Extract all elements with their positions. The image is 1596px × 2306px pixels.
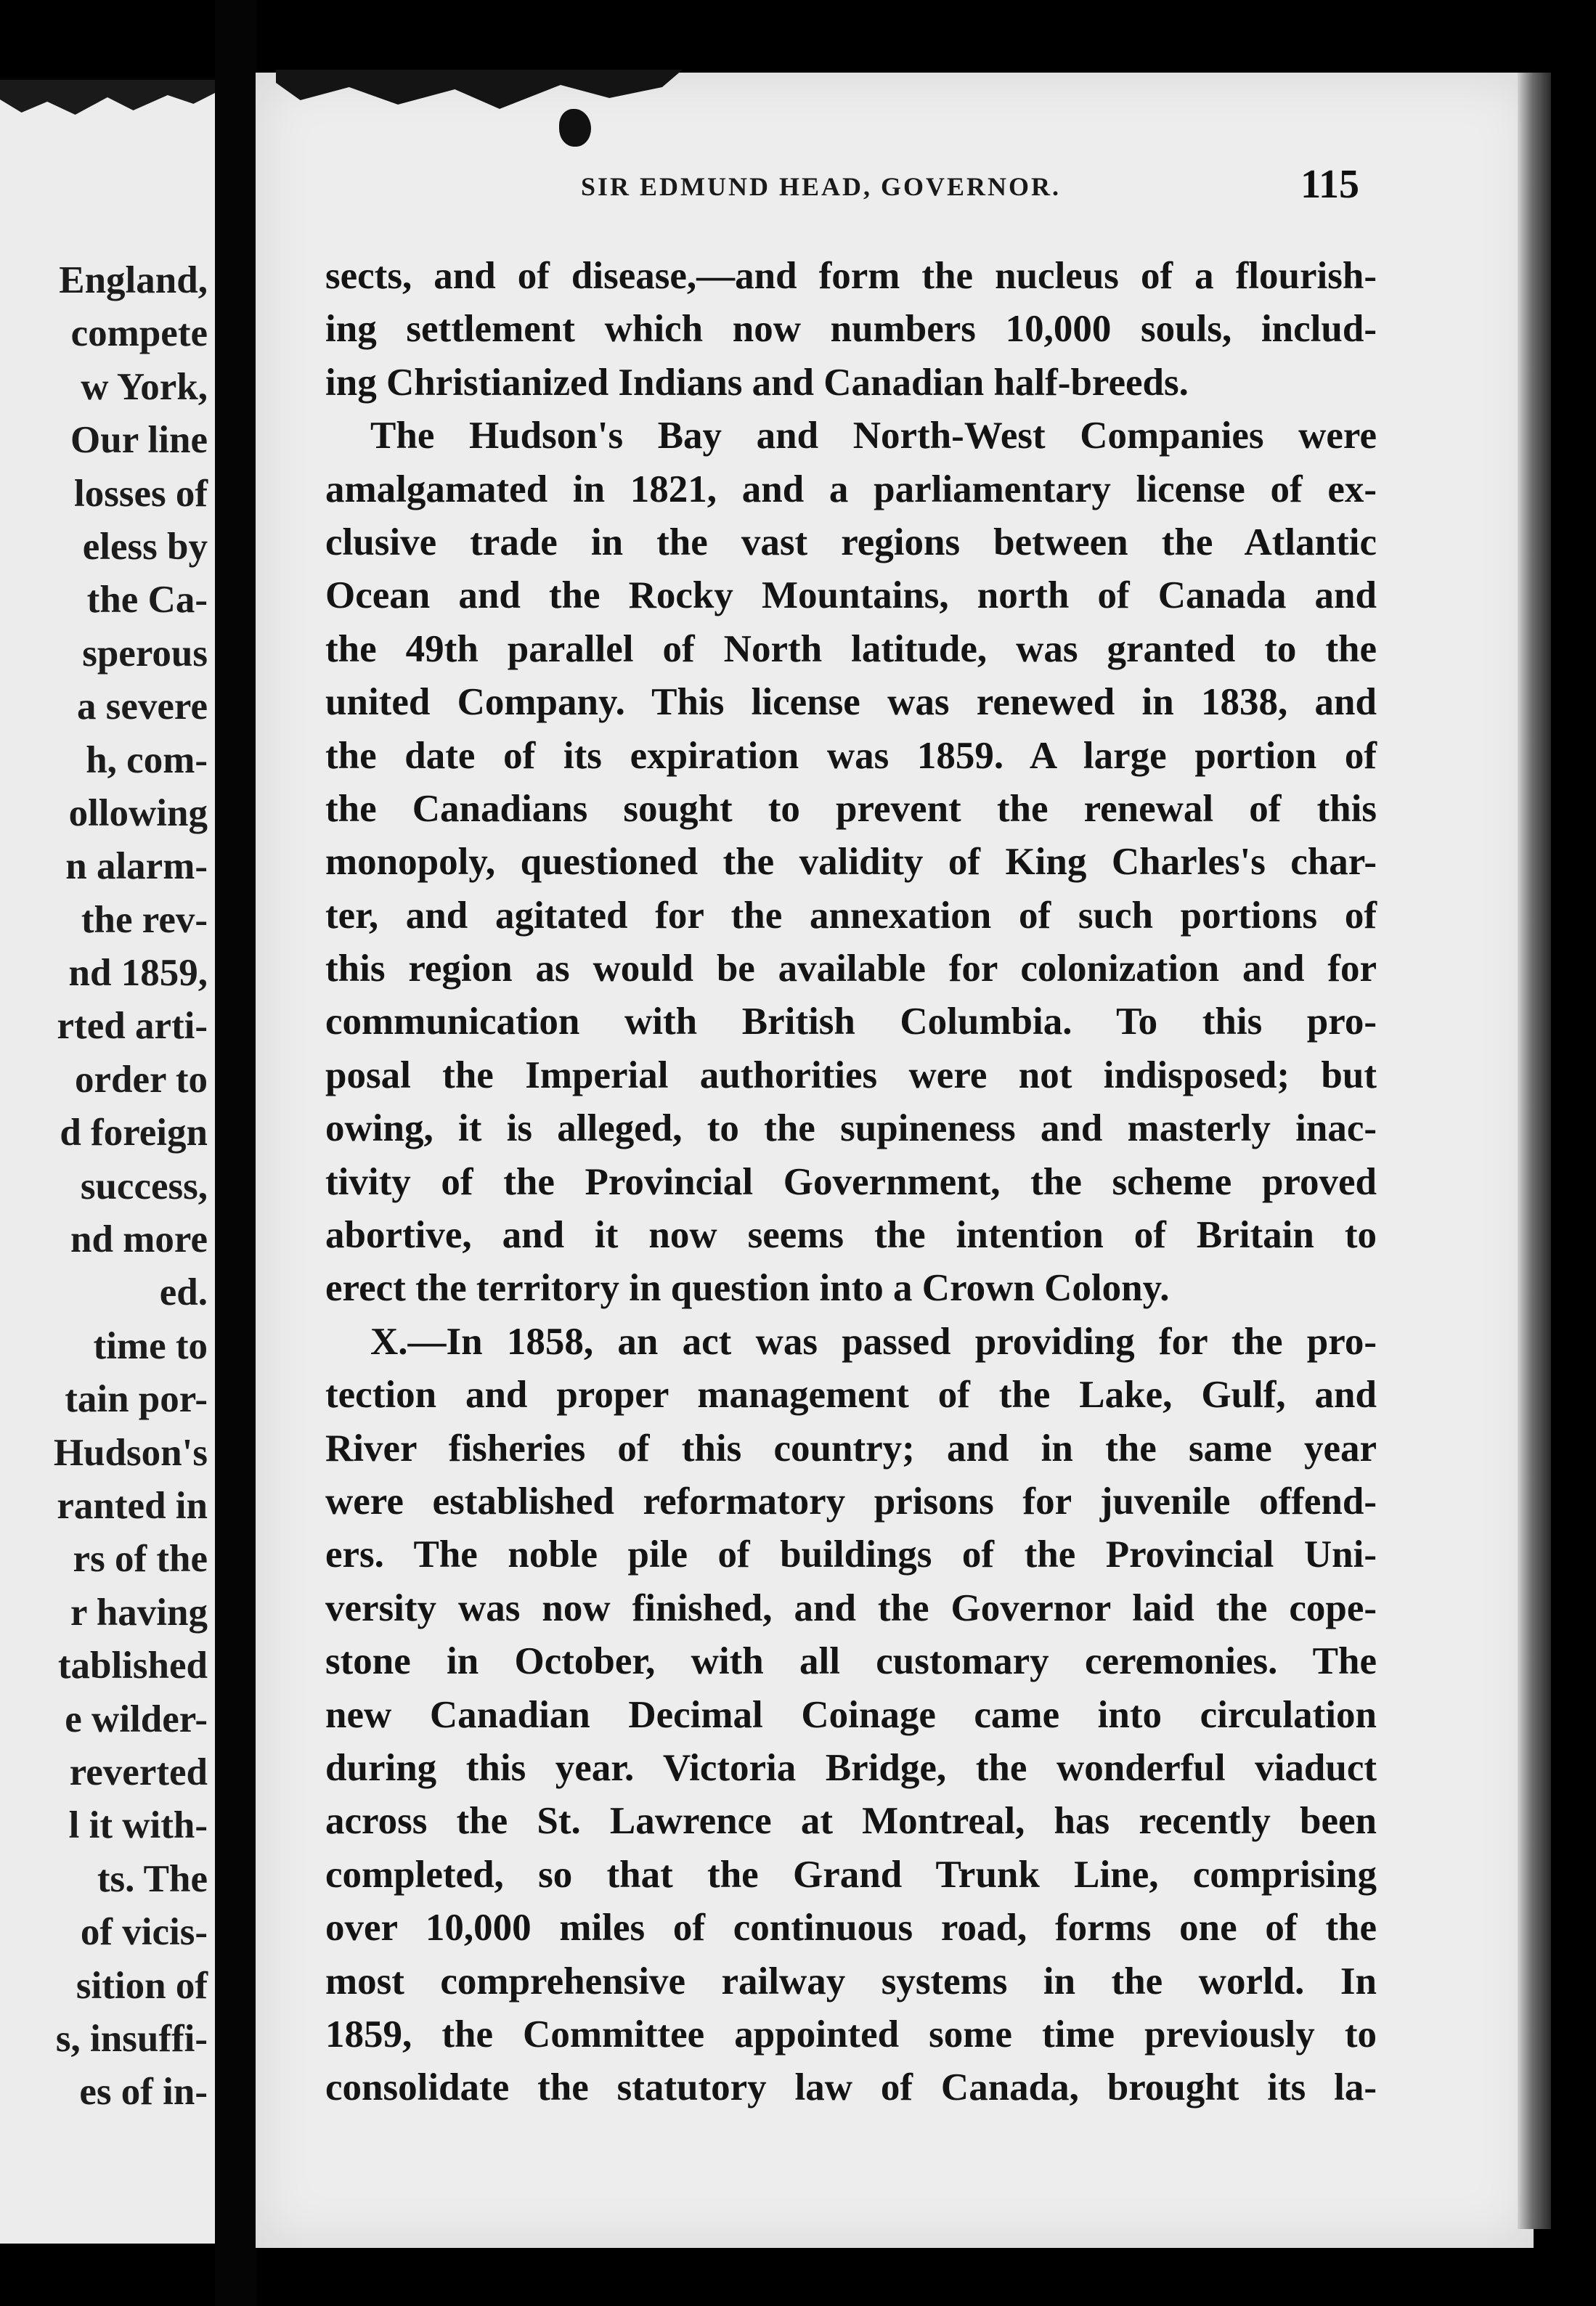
left-line: ed. xyxy=(159,1271,208,1314)
book-gutter xyxy=(215,0,257,2306)
text-line: ter, and agitated for the annexation of such portions of xyxy=(325,894,1377,937)
text-line: sects, and of disease,—and form the nucleus of a flourish- xyxy=(325,255,1377,297)
left-line: success, xyxy=(80,1165,208,1207)
left-line: rted arti- xyxy=(57,1005,208,1048)
text-line: tection and proper management of the Lake, Gulf, and xyxy=(325,1374,1377,1417)
left-page-text xyxy=(0,254,208,2119)
text-line: The Hudson's Bay and North-West Companies were xyxy=(370,415,1377,457)
text-line: communication with British Columbia. To this pro- xyxy=(325,1001,1377,1043)
left-line: ts. The xyxy=(97,1857,208,1900)
left-line: n alarm- xyxy=(65,845,208,888)
text-line: across the St. Lawrence at Montreal, has recently been xyxy=(325,1800,1377,1843)
text-line: new Canadian Decimal Coinage came into circulation xyxy=(325,1693,1377,1736)
text-line: completed, so that the Grand Trunk Line, comprising xyxy=(325,1853,1377,1896)
left-line: ollowing xyxy=(68,791,208,834)
left-line: Our line xyxy=(70,419,208,462)
left-line: losses of xyxy=(73,472,208,515)
left-line: eless by xyxy=(82,525,208,568)
page-edge-shadow xyxy=(1518,73,1551,2229)
left-line: a severe xyxy=(76,685,208,728)
text-line: erect the territory in question into a Crown Colony. xyxy=(325,1267,1170,1310)
text-line: clusive trade in the vast regions between the Atlantic xyxy=(325,521,1377,563)
left-line: s, insuffi- xyxy=(55,2017,208,2060)
left-line: l it with- xyxy=(68,1804,208,1847)
left-page-fragment xyxy=(0,80,215,2244)
left-line: compete xyxy=(70,312,208,355)
left-line: e wilder- xyxy=(65,1698,208,1740)
text-line: amalgamated in 1821, and a parliamentary license of ex- xyxy=(325,468,1377,510)
left-line: r having xyxy=(70,1591,208,1634)
left-line: d foreign xyxy=(60,1112,208,1154)
left-line: of vicis- xyxy=(80,1911,208,1954)
page-body xyxy=(325,250,1377,2115)
left-line: nd more xyxy=(70,1218,208,1261)
left-line: time to xyxy=(93,1324,208,1367)
left-line: sition of xyxy=(76,1964,208,2007)
text-line: during this year. Victoria Bridge, the wonderful viaduct xyxy=(325,1746,1377,1789)
text-line: the date of its expiration was 1859. A large portion of xyxy=(325,734,1377,777)
text-line: posal the Imperial authorities were not indisposed; but xyxy=(325,1054,1377,1096)
torn-edge xyxy=(0,80,215,123)
text-line: tivity of the Provincial Government, the scheme proved xyxy=(325,1160,1377,1203)
text-line: the Canadians sought to prevent the renewal of this xyxy=(325,787,1377,830)
text-line: Ocean and the Rocky Mountains, north of Canada and xyxy=(325,574,1377,617)
left-line: nd 1859, xyxy=(68,952,208,995)
text-line: ing settlement which now numbers 10,000 souls, includ- xyxy=(325,308,1377,351)
left-line: the Ca- xyxy=(86,579,208,622)
left-line: sperous xyxy=(82,632,208,675)
text-line: X.—In 1858, an act was passed providing for the pro- xyxy=(370,1320,1377,1363)
text-line: ing Christianized Indians and Canadian half-breeds. xyxy=(325,361,1189,404)
text-line: united Company. This license was renewed in 1838, and xyxy=(325,681,1377,724)
text-line: ers. The noble pile of buildings of the Provincial Uni- xyxy=(325,1533,1377,1576)
left-line: h, com- xyxy=(86,738,208,781)
text-line: abortive, and it now seems the intention of Britain to xyxy=(325,1214,1377,1257)
text-line: over 10,000 miles of continuous road, forms one of the xyxy=(325,1907,1377,1949)
text-line: owing, it is alleged, to the supineness and masterly inac- xyxy=(325,1107,1377,1150)
page-number: 115 xyxy=(1300,162,1359,207)
text-line: the 49th parallel of North latitude, was granted to the xyxy=(325,627,1377,670)
left-line: Hudson's xyxy=(53,1431,208,1474)
text-line: River fisheries of this country; and in the same year xyxy=(325,1427,1377,1470)
left-line: England, xyxy=(59,259,208,301)
text-line: consolidate the statutory law of Canada, brought its la- xyxy=(325,2066,1377,2109)
text-line: stone in October, with all customary ceremonies. The xyxy=(325,1640,1377,1683)
text-line: most comprehensive railway systems in the world. In xyxy=(325,1960,1377,2003)
left-line: reverted xyxy=(69,1751,208,1793)
left-line: the rev- xyxy=(81,898,208,941)
left-line: tain por- xyxy=(65,1378,208,1421)
text-line: 1859, the Committee appointed some time previously to xyxy=(325,2013,1377,2056)
left-line: order to xyxy=(75,1058,208,1101)
text-line: versity was now finished, and the Governor laid the cope- xyxy=(325,1586,1377,1629)
left-line: rs of the xyxy=(73,1538,208,1581)
left-line: tablished xyxy=(57,1645,208,1687)
ink-blot xyxy=(559,109,591,147)
left-line: es of in- xyxy=(79,2071,208,2114)
text-line: this region as would be available for colonization and for xyxy=(325,948,1377,990)
left-line: w York, xyxy=(81,365,208,408)
text-line: were established reformatory prisons for juvenile offend- xyxy=(325,1480,1377,1523)
left-line: ranted in xyxy=(57,1484,208,1527)
running-head: SIR EDMUND HEAD, GOVERNOR. xyxy=(581,172,1062,201)
text-line: monopoly, questioned the validity of King Charles's char- xyxy=(325,841,1377,884)
